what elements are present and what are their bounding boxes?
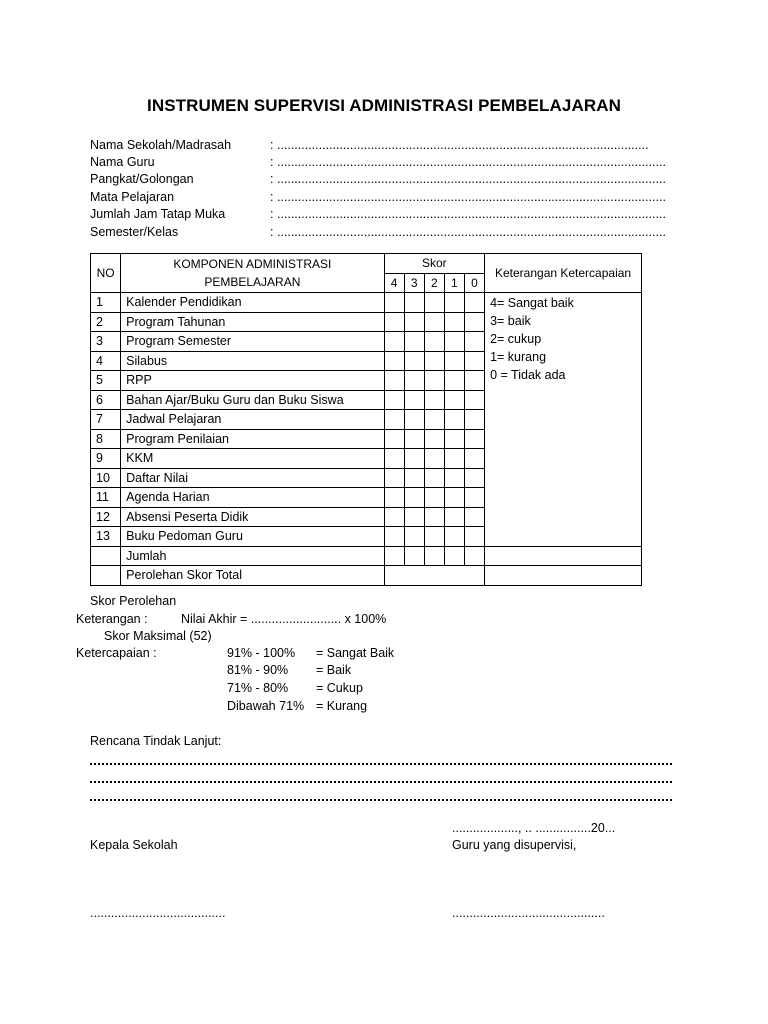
score-cell[interactable] <box>404 332 424 352</box>
score-cell[interactable] <box>424 546 444 566</box>
component-name: Buku Pedoman Guru <box>121 527 384 547</box>
score-cell[interactable] <box>464 293 484 313</box>
score-cell[interactable] <box>444 527 464 547</box>
score-cell[interactable] <box>424 371 444 391</box>
keterangan-cell[interactable] <box>485 546 642 566</box>
score-cell[interactable] <box>384 293 404 313</box>
component-name: Program Semester <box>121 332 384 352</box>
legend-item: 3= baik <box>490 314 531 328</box>
score-cell[interactable] <box>444 371 464 391</box>
score-header: 1 <box>444 273 464 293</box>
score-cell[interactable] <box>444 468 464 488</box>
score-cell[interactable] <box>464 468 484 488</box>
score-cell[interactable] <box>404 312 424 332</box>
table-body <box>91 293 642 586</box>
guru-label: Guru yang disupervisi, <box>452 838 577 852</box>
level-range: Dibawah 71% <box>227 699 305 713</box>
score-cell[interactable] <box>404 527 424 547</box>
score-cell[interactable] <box>404 507 424 527</box>
score-cell[interactable] <box>464 371 484 391</box>
score-header: 3 <box>404 273 424 293</box>
header-component-line2: PEMBELAJARAN <box>204 275 301 289</box>
score-header: 0 <box>464 273 484 293</box>
row-number: 11 <box>91 488 121 508</box>
row-number: 9 <box>91 449 121 469</box>
row-number: 10 <box>91 468 121 488</box>
table-row <box>91 293 642 313</box>
row-number: 4 <box>91 351 121 371</box>
score-cell[interactable] <box>444 390 464 410</box>
score-cell[interactable] <box>424 410 444 430</box>
score-cell[interactable] <box>464 507 484 527</box>
score-cell[interactable] <box>464 546 484 566</box>
level-label: = Sangat Baik <box>316 646 395 660</box>
info-value: : ................................................................................................................ <box>270 155 666 170</box>
component-name: RPP <box>121 371 384 391</box>
level-range: 81% - 90% <box>227 663 289 677</box>
score-cell[interactable] <box>424 429 444 449</box>
score-cell[interactable] <box>464 332 484 352</box>
score-cell[interactable] <box>384 371 404 391</box>
score-cell[interactable] <box>444 507 464 527</box>
info-value: : ................................................................................................................ <box>270 189 666 204</box>
header-keterangan: Keterangan Ketercapaian <box>485 254 642 293</box>
component-name: Jadwal Pelajaran <box>121 410 384 430</box>
row-number: 13 <box>91 527 121 547</box>
score-cell[interactable] <box>404 371 424 391</box>
info-label: Nama Sekolah/Madrasah <box>90 137 232 152</box>
score-cell[interactable] <box>404 390 424 410</box>
info-row-teacher <box>90 153 680 170</box>
nilai-akhir-formula: Nilai Akhir = .......................... x 100% <box>181 612 387 626</box>
row-number: 8 <box>91 429 121 449</box>
component-name: KKM <box>121 449 384 469</box>
score-cell[interactable] <box>384 507 404 527</box>
rtl-line[interactable] <box>90 789 672 801</box>
score-cell[interactable] <box>424 390 444 410</box>
row-number: 5 <box>91 371 121 391</box>
score-cell[interactable] <box>464 488 484 508</box>
score-cell[interactable] <box>404 410 424 430</box>
score-cell[interactable] <box>384 312 404 332</box>
ketercapaian-label: Ketercapaian : <box>76 646 157 660</box>
legend-item: 4= Sangat baik <box>490 296 574 310</box>
component-name: Absensi Peserta Didik <box>121 507 384 527</box>
score-cell[interactable] <box>444 351 464 371</box>
score-cell[interactable] <box>444 312 464 332</box>
info-row-rank <box>90 171 680 188</box>
legend-item: 0 = Tidak ada <box>490 368 566 382</box>
date-line: ..................., .. ................20... <box>452 821 616 835</box>
score-cell[interactable] <box>424 351 444 371</box>
row-number: 1 <box>91 293 121 313</box>
keterangan-label: Keterangan : <box>76 612 148 626</box>
kepala-signature-line: ....................................... <box>90 906 226 920</box>
score-cell[interactable] <box>384 449 404 469</box>
level-range: 71% - 80% <box>227 681 289 695</box>
score-cell[interactable] <box>384 410 404 430</box>
score-cell[interactable] <box>404 351 424 371</box>
score-cell[interactable] <box>404 488 424 508</box>
score-cell[interactable] <box>444 332 464 352</box>
skor-maksimal-label: Skor Maksimal (52) <box>104 629 212 643</box>
rtl-line[interactable] <box>90 753 672 765</box>
total-score-cell[interactable] <box>384 566 485 586</box>
info-label: Semester/Kelas <box>90 224 179 239</box>
component-name: Program Tahunan <box>121 312 384 332</box>
info-label: Nama Guru <box>90 155 155 170</box>
keterangan-legend <box>485 293 642 547</box>
component-name: Silabus <box>121 351 384 371</box>
score-cell[interactable] <box>404 468 424 488</box>
info-value: : ................................................................................................................ <box>270 207 666 222</box>
score-cell[interactable] <box>444 449 464 469</box>
legend-item: 1= kurang <box>490 350 547 364</box>
score-cell[interactable] <box>464 429 484 449</box>
document-title: INSTRUMEN SUPERVISI ADMINISTRASI PEMBELAJARAN <box>147 96 621 115</box>
row-number: 3 <box>91 332 121 352</box>
score-cell[interactable] <box>424 332 444 352</box>
rtl-line[interactable] <box>90 771 672 783</box>
score-cell[interactable] <box>464 410 484 430</box>
row-number: 2 <box>91 312 121 332</box>
component-name: Program Penilaian <box>121 429 384 449</box>
score-cell[interactable] <box>424 449 444 469</box>
kepala-sekolah-label: Kepala Sekolah <box>90 838 178 852</box>
score-cell[interactable] <box>424 488 444 508</box>
info-row-school <box>90 136 680 153</box>
legend-item: 2= cukup <box>490 332 542 346</box>
row-number: 12 <box>91 507 121 527</box>
score-cell[interactable] <box>384 546 404 566</box>
component-name: Kalender Pendidikan <box>121 293 384 313</box>
score-cell[interactable] <box>424 293 444 313</box>
info-label: Jumlah Jam Tatap Muka <box>90 207 226 222</box>
score-cell[interactable] <box>444 293 464 313</box>
guru-signature-line: ............................................ <box>452 906 605 920</box>
info-value: : ........................................................................................................... <box>270 137 649 152</box>
component-name: Bahan Ajar/Buku Guru dan Buku Siswa <box>121 390 384 410</box>
score-cell[interactable] <box>404 449 424 469</box>
score-cell[interactable] <box>404 429 424 449</box>
score-cell[interactable] <box>384 527 404 547</box>
score-cell[interactable] <box>464 449 484 469</box>
header-skor: Skor <box>384 254 485 274</box>
row-number: 6 <box>91 390 121 410</box>
info-label: Pangkat/Golongan <box>90 172 194 187</box>
score-cell[interactable] <box>464 312 484 332</box>
info-row-subject <box>90 188 680 205</box>
component-name: Daftar Nilai <box>121 468 384 488</box>
identity-fields <box>90 136 680 240</box>
header-component-line1: KOMPONEN ADMINISTRASI <box>173 257 332 271</box>
score-cell[interactable] <box>384 351 404 371</box>
empty-cell <box>91 566 121 586</box>
score-cell[interactable] <box>444 546 464 566</box>
perolehan-label: Perolehan Skor Total <box>121 566 384 586</box>
score-cell[interactable] <box>384 390 404 410</box>
level-label: = Kurang <box>316 699 368 713</box>
table-row-perolehan <box>91 566 642 586</box>
score-cell[interactable] <box>404 293 424 313</box>
score-cell[interactable] <box>424 468 444 488</box>
score-cell[interactable] <box>404 546 424 566</box>
info-label: Mata Pelajaran <box>90 189 175 204</box>
score-header: 2 <box>424 273 444 293</box>
level-range: 91% - 100% <box>227 646 296 660</box>
info-row-semester <box>90 223 680 240</box>
score-cell[interactable] <box>384 468 404 488</box>
score-cell[interactable] <box>424 312 444 332</box>
info-row-hours <box>90 206 680 223</box>
supervision-table <box>90 253 642 586</box>
score-cell[interactable] <box>384 488 404 508</box>
score-cell[interactable] <box>464 390 484 410</box>
rencana-tindak-lanjut-label: Rencana Tindak Lanjut: <box>90 734 222 748</box>
keterangan-cell[interactable] <box>485 566 642 586</box>
level-label: = Cukup <box>316 681 363 695</box>
header-no: NO <box>91 254 121 293</box>
info-value: : ................................................................................................................ <box>270 224 666 239</box>
score-cell[interactable] <box>384 429 404 449</box>
score-cell[interactable] <box>384 332 404 352</box>
empty-cell <box>91 546 121 566</box>
score-cell[interactable] <box>424 527 444 547</box>
score-cell[interactable] <box>464 527 484 547</box>
jumlah-label: Jumlah <box>121 546 384 566</box>
component-name: Agenda Harian <box>121 488 384 508</box>
score-cell[interactable] <box>444 488 464 508</box>
score-header: 4 <box>384 273 404 293</box>
score-cell[interactable] <box>424 507 444 527</box>
header-component <box>121 254 384 293</box>
table-row-jumlah <box>91 546 642 566</box>
info-value: : ................................................................................................................ <box>270 172 666 187</box>
skor-perolehan-label: Skor Perolehan <box>90 594 177 608</box>
level-label: = Baik <box>316 663 352 677</box>
score-cell[interactable] <box>444 410 464 430</box>
score-cell[interactable] <box>464 351 484 371</box>
row-number: 7 <box>91 410 121 430</box>
score-cell[interactable] <box>444 429 464 449</box>
